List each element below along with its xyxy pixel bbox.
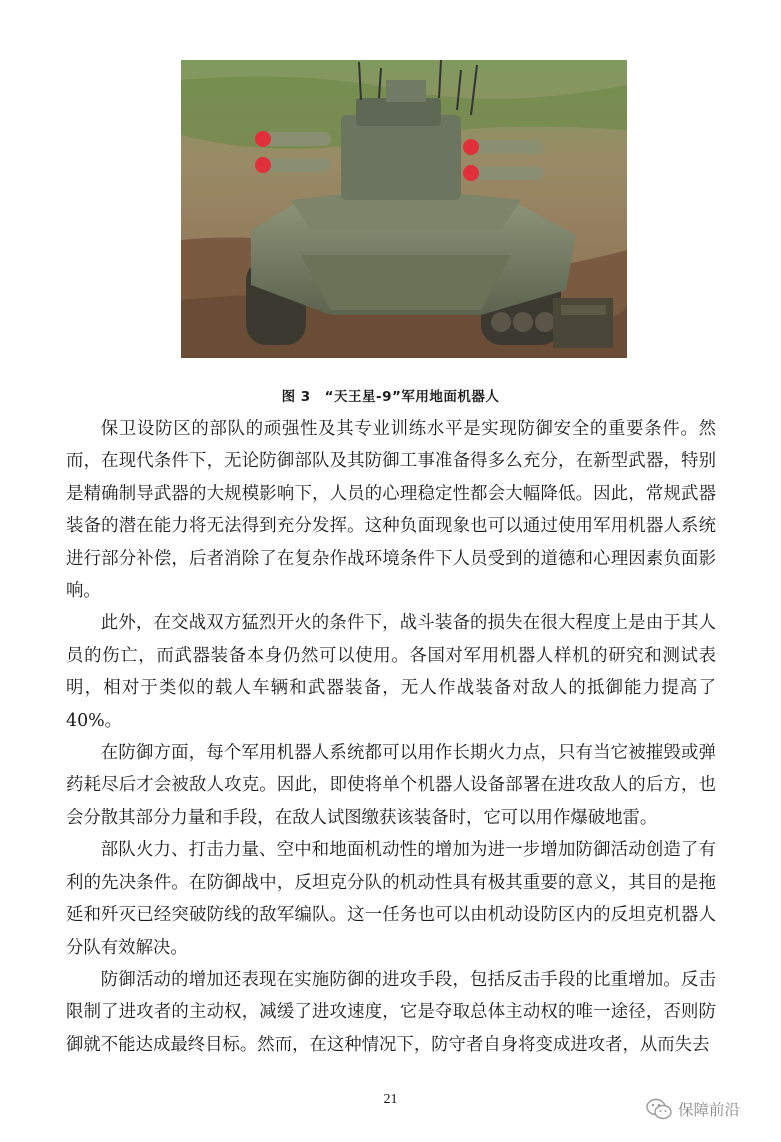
paragraph: 防御活动的增加还表现在实施防御的进攻手段，包括反击手段的比重增加。反击限制了进攻者的主动权，减缓了进攻速度，它是夺取总体主动权的唯一途径，否则防御就不能达成最终目标。然而，在这种情况下，防守者自身将变成进攻者，从而失去 bbox=[66, 969, 716, 1055]
page-number: 21 bbox=[383, 1092, 398, 1107]
figure-caption: 图 3 “天王星-9”军用地面机器人 bbox=[281, 389, 500, 405]
robot-illustration bbox=[181, 60, 627, 358]
robot-photo bbox=[181, 60, 627, 358]
wechat-icon bbox=[646, 1098, 672, 1120]
paragraph: 此外，在交战双方猛烈开火的条件下，战斗装备的损失在很大程度上是由于其人员的伤亡，而武器装备本身仍然可以使用。各国对军用机器人样机的研究和测试表明，相对于类似的载人车辆和武器装备，无人作战装备对敌人的抵御能力提高了 40%。 bbox=[66, 613, 716, 731]
paragraph: 部队火力、打击力量、空中和地面机动性的增加为进一步增加防御活动创造了有利的先决条件。在防御战中，反坦克分队的机动性具有极其重要的意义，其目的是拖延和歼灭已经突破防线的敌军编队。这一任务也可以由机动设防区内的反坦克机器人分队有效解决。 bbox=[66, 840, 716, 958]
paragraph: 保卫设防区的部队的顽强性及其专业训练水平是实现防御安全的重要条件。然而，在现代条件下，无论防御部队及其防御工事准备得多么充分，在新型武器，特别是精确制导武器的大规模影响下，人员的心理稳定性都会大幅降低。因此，常规武器装备的潜在能力将无法得到充分发挥。这种负面现象也可以通过使用军用机器人系统进行部分补偿，后者消除了在复杂作战环境条件下人员受到的道德和心理因素负面影响。 bbox=[66, 419, 716, 602]
article-body bbox=[66, 413, 716, 1061]
watermark-text: 保障前沿 bbox=[678, 1101, 741, 1119]
paragraph: 在防御方面，每个军用机器人系统都可以用作长期火力点，只有当它被摧毁或弹药耗尽后才会被敌人攻克。因此，即使将单个机器人设备部署在进攻敌人的后方，也会分散其部分力量和手段，在敌人试图缴获该装备时，它可以用作爆破地雷。 bbox=[66, 743, 716, 828]
watermark bbox=[646, 1096, 740, 1122]
